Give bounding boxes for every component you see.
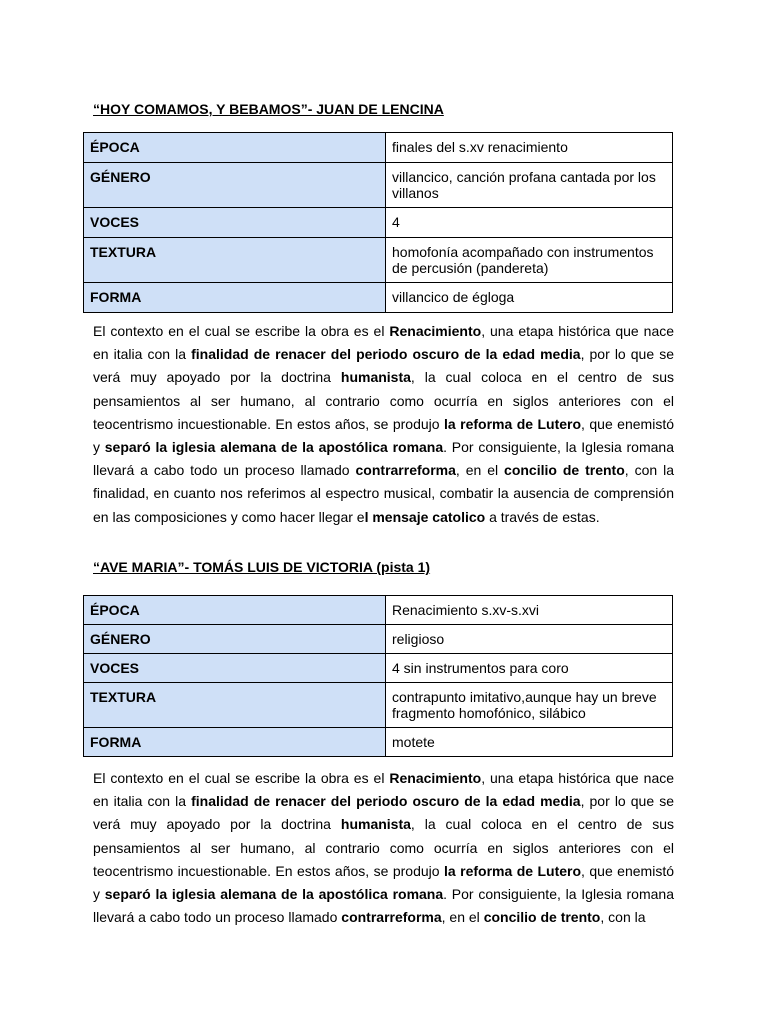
table-row xyxy=(84,683,673,728)
table-row xyxy=(84,625,673,654)
table-row xyxy=(84,596,673,625)
table-row xyxy=(84,654,673,683)
table-row xyxy=(84,133,673,163)
row-value: finales del s.xv renacimiento xyxy=(386,133,673,163)
row-label: GÉNERO xyxy=(84,625,386,654)
info-table-2 xyxy=(83,595,673,757)
row-label: ÉPOCA xyxy=(84,596,386,625)
row-value: contrapunto imitativo,aunque hay un breve fragmento homofónico, silábico xyxy=(386,683,673,728)
row-label: FORMA xyxy=(84,283,386,313)
row-label: TEXTURA xyxy=(84,683,386,728)
section-title-1: “HOY COMAMOS, Y BEBAMOS”- JUAN DE LENCINA xyxy=(93,101,444,117)
row-value: homofonía acompañado con instrumentos de percusión (pandereta) xyxy=(386,238,673,283)
row-value: Renacimiento s.xv-s.xvi xyxy=(386,596,673,625)
table-row xyxy=(84,728,673,757)
context-paragraph-2: El contexto en el cual se escribe la obra es el Renacimiento, una etapa histórica que nace en italia con la finalidad de renacer del periodo oscuro de la edad media, por lo que se verá muy apoyado por la doctrina humanista, la cual coloca en el centro de sus pensamientos al ser humano, al contrario como ocurría en siglos anteriores con el teocentrismo incuestionable. En estos años, se produjo la reforma de Lutero, que enemistó y separó la iglesia alemana de la apostólica romana. Por consiguiente, la Iglesia romana llevará a cabo todo un proceso llamado contrarreforma, en el concilio de trento, con la xyxy=(93,770,675,926)
section-title-2: “AVE MARIA”- TOMÁS LUIS DE VICTORIA (pista 1) xyxy=(93,559,431,575)
table-row xyxy=(84,238,673,283)
row-value: motete xyxy=(386,728,673,757)
row-value: religioso xyxy=(386,625,673,654)
table-row xyxy=(84,208,673,238)
info-table-1 xyxy=(83,132,673,313)
row-value: villancico, canción profana cantada por los villanos xyxy=(386,163,673,208)
row-value: 4 sin instrumentos para coro xyxy=(386,654,673,683)
row-value: 4 xyxy=(386,208,673,238)
row-label: FORMA xyxy=(84,728,386,757)
table-row xyxy=(84,163,673,208)
row-value: villancico de égloga xyxy=(386,283,673,313)
row-label: VOCES xyxy=(84,208,386,238)
table-row xyxy=(84,283,673,313)
row-label: TEXTURA xyxy=(84,238,386,283)
context-paragraph-1: El contexto en el cual se escribe la obra es el Renacimiento, una etapa histórica que nace en italia con la finalidad de renacer del periodo oscuro de la edad media, por lo que se verá muy apoyado por la doctrina humanista, la cual coloca en el centro de sus pensamientos al ser humano, al contrario como ocurría en siglos anteriores con el teocentrismo incuestionable. En estos años, se produjo la reforma de Lutero, que enemistó y separó la iglesia alemana de la apostólica romana. Por consiguiente, la Iglesia romana llevará a cabo todo un proceso llamado contrarreforma, en el concilio de trento, con la finalidad, en cuanto nos referimos al espectro musical, combatir la ausencia de comprensión en las composiciones y como hacer llegar el mensaje catolico a través de estas. xyxy=(93,323,675,525)
row-label: GÉNERO xyxy=(84,163,386,208)
row-label: ÉPOCA xyxy=(84,133,386,163)
row-label: VOCES xyxy=(84,654,386,683)
